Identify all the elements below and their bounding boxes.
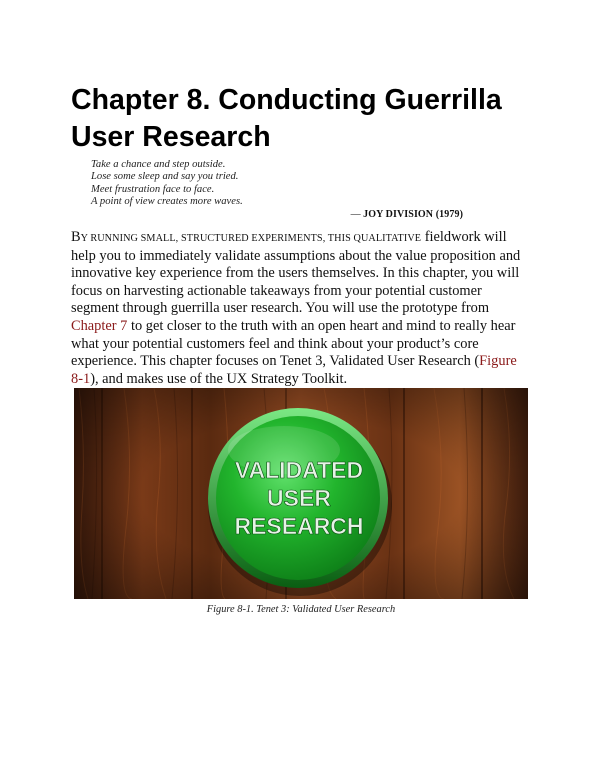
chapter-title — [71, 82, 551, 156]
smallcaps-lead — [71, 229, 421, 245]
body-text-part3: ), and makes use of the UX Strategy Toolkit. — [90, 370, 348, 387]
epigraph-line: A point of view creates more waves. — [91, 195, 243, 207]
epigraph-attribution — [300, 209, 463, 220]
epigraph — [91, 159, 471, 208]
figure-validated-user-research — [74, 388, 528, 599]
body-text-part1: fieldwork will help you to immediately validate assumptions about the value proposition and innovative key experience from the users themselves. In this chapter, you will focus on harvesting actionable takeaways from your potential customer segment through guerrilla user research. You will use the prototype from — [71, 229, 521, 317]
chapter-title-line2: User Research — [71, 121, 271, 153]
chapter-7-link[interactable]: Chapter 7 — [71, 317, 128, 334]
badge-text-line2: USER — [267, 485, 331, 511]
chapter-title-line1: Chapter 8. Conducting Guerrilla — [71, 84, 502, 116]
badge-text-line3: RESEARCH — [234, 513, 364, 539]
lead-initial: B — [71, 229, 81, 245]
epigraph-line: Take a chance and step outside. — [91, 159, 226, 170]
epigraph-line: Meet frustration face to face. — [91, 183, 215, 195]
lead-smallcaps: Y RUNNING SMALL, STRUCTURED EXPERIMENTS, THIS QUALITATIVE — [80, 233, 422, 244]
attribution-dash: — — [350, 209, 364, 220]
epigraph-line: Lose some sleep and say you tried. — [91, 171, 239, 183]
body-paragraph — [71, 229, 529, 388]
badge-text-line1: VALIDATED — [234, 457, 364, 483]
body-text-part2: to get closer to the truth with an open heart and mind to really hear what your potential customers feel and think about your product’s core experience. This chapter focuses on Tenet 3, Validated User Research ( — [71, 317, 516, 370]
figure-caption: Figure 8-1. Tenet 3: Validated User Research — [206, 604, 396, 615]
wood-background-image — [74, 388, 528, 599]
figure-8-1-link[interactable]: Figure 8-1 — [71, 353, 517, 387]
attribution-source: JOY DIVISION (1979) — [363, 209, 463, 220]
